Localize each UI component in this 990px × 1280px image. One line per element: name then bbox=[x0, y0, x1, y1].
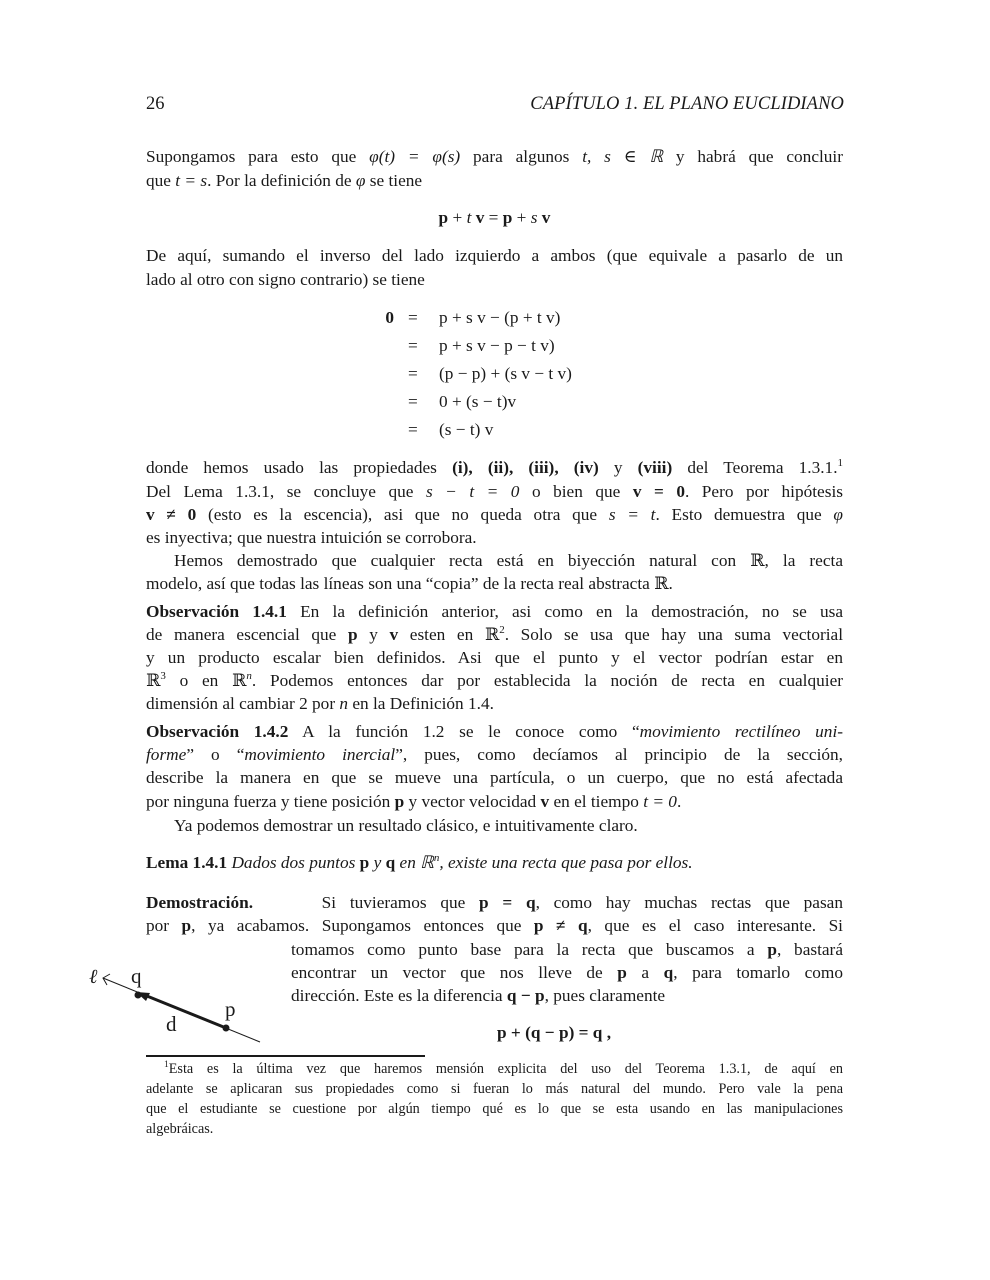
footnote-divider bbox=[146, 1055, 425, 1057]
equation-display: p + (q − p) = q , bbox=[497, 1023, 612, 1042]
equation-display: p + t v = p + s v bbox=[438, 208, 551, 227]
text-line: Del Lema 1.3.1, se concluye que s − t = 0 o bien que v = 0. Pero por hipótesis bbox=[146, 482, 843, 501]
footnote-mark: 1 bbox=[164, 1060, 169, 1070]
text-line: adelante se aplicaran sus propiedades como si fueran lo más natural del mundo. Pero vale la pena bbox=[146, 1081, 843, 1097]
text-line: que t = s. Por la definición de φ se tiene bbox=[146, 171, 423, 190]
text-line: Supongamos para esto que φ(t) = φ(s) para algunos t, s ∈ ℝ y habrá que concluir bbox=[146, 147, 843, 166]
text-line: encontrar un vector que nos lleve de p a q, para tomarlo como bbox=[291, 963, 843, 982]
text-line: y un producto escalar bien definidos. Asi que el punto y el vector podrían estar en bbox=[146, 648, 843, 667]
point-q-label: q bbox=[131, 964, 142, 988]
text-line: por p, ya acabamos. Supongamos entonces que p ≠ q, que es el caso interesante. Si bbox=[146, 916, 843, 935]
text-line: Demostración. Si tuvieramos que p = q, como hay muchas rectas que pasan bbox=[146, 893, 843, 912]
text-line: dimensión al cambiar 2 por n en la Definición 1.4. bbox=[146, 694, 494, 713]
page-number: 26 bbox=[146, 94, 165, 114]
text-line: Hemos demostrado que cualquier recta está en biyección natural con ℝ, la recta bbox=[174, 551, 843, 570]
text-line: donde hemos usado las propiedades (i), (ii), (iii), (iv) y (viii) del Teorema 1.3.1.$^1$ bbox=[146, 457, 844, 477]
text-line: es inyectiva; que nuestra intuición se corrobora. bbox=[146, 528, 477, 547]
point-p-label: p bbox=[225, 997, 236, 1021]
text-line: ℝ$^3$ o en ℝ$^n$. Podemos entonces dar por establecida la noción de recta en cualquier bbox=[146, 670, 843, 690]
text-line: Ya podemos demostrar un resultado clásico, e intuitivamente claro. bbox=[174, 816, 638, 835]
text-line: forme” o “movimiento inercial”, pues, como decíamos al principio de la sección, bbox=[146, 745, 843, 764]
text-line: algebráicas. bbox=[146, 1121, 214, 1137]
vector-d-label: d bbox=[166, 1012, 177, 1036]
proof-label: Demostración. bbox=[146, 893, 254, 912]
footnote-ref[interactable]: 1 bbox=[837, 457, 844, 469]
line-figure bbox=[80, 960, 280, 1055]
text-line: v ≠ 0 (esto es la escencia), asi que no queda otra que s = t. Esto demuestra que φ bbox=[146, 505, 843, 524]
lemma-label: Lema 1.4.1 bbox=[146, 853, 228, 872]
lemma-1-4-1: Lema 1.4.1 Dados dos puntos p y q en ℝ$^n$, existe una recta que pasa por ellos. bbox=[146, 852, 693, 872]
text-line: tomamos como punto base para la recta que buscamos a p, bastará bbox=[291, 940, 843, 959]
text-line: dirección. Este es la diferencia q − p, pues claramente bbox=[291, 986, 666, 1005]
observation-label: Observación 1.4.1 bbox=[146, 602, 287, 621]
text-line: De aquí, sumando el inverso del lado izquierdo a ambos (que equivale a pasarlo de un bbox=[146, 246, 843, 265]
text-line: lado al otro con signo contrario) se tiene bbox=[146, 270, 425, 289]
text-line: $^1$Esta es la última vez que haremos mensión explicita del uso del Teorema 1.3.1, de aquí en bbox=[164, 1060, 843, 1077]
observation-label: Observación 1.4.2 bbox=[146, 722, 289, 741]
text-line: describe la manera en que se mueve una partícula, o un cuerpo, que no está afectada bbox=[146, 768, 843, 787]
line-label: ℓ bbox=[89, 966, 98, 988]
text-line: que el estudiante se cuestione por algún tiempo qué es lo que se esta usando en las manipulaciones bbox=[146, 1101, 843, 1117]
text-line: modelo, así que todas las líneas son una “copia” de la recta real abstracta ℝ. bbox=[146, 574, 673, 593]
line-diagram-icon bbox=[80, 960, 280, 1055]
text-line: Observación 1.4.1 En la definición anterior, asi como en la demostración, no se usa bbox=[146, 602, 843, 621]
text-line: de manera escencial que p y v esten en ℝ$^2$. Solo se usa que hay una suma vectorial bbox=[146, 624, 843, 644]
text-line: por ninguna fuerza y tiene posición p y vector velocidad v en el tiempo t = 0. bbox=[146, 792, 682, 811]
text-line: Observación 1.4.2 A la función 1.2 se le conoce como “movimiento rectilíneo uni- bbox=[146, 722, 843, 741]
chapter-title: CAPÍTULO 1. EL PLANO EUCLIDIANO bbox=[530, 94, 844, 114]
